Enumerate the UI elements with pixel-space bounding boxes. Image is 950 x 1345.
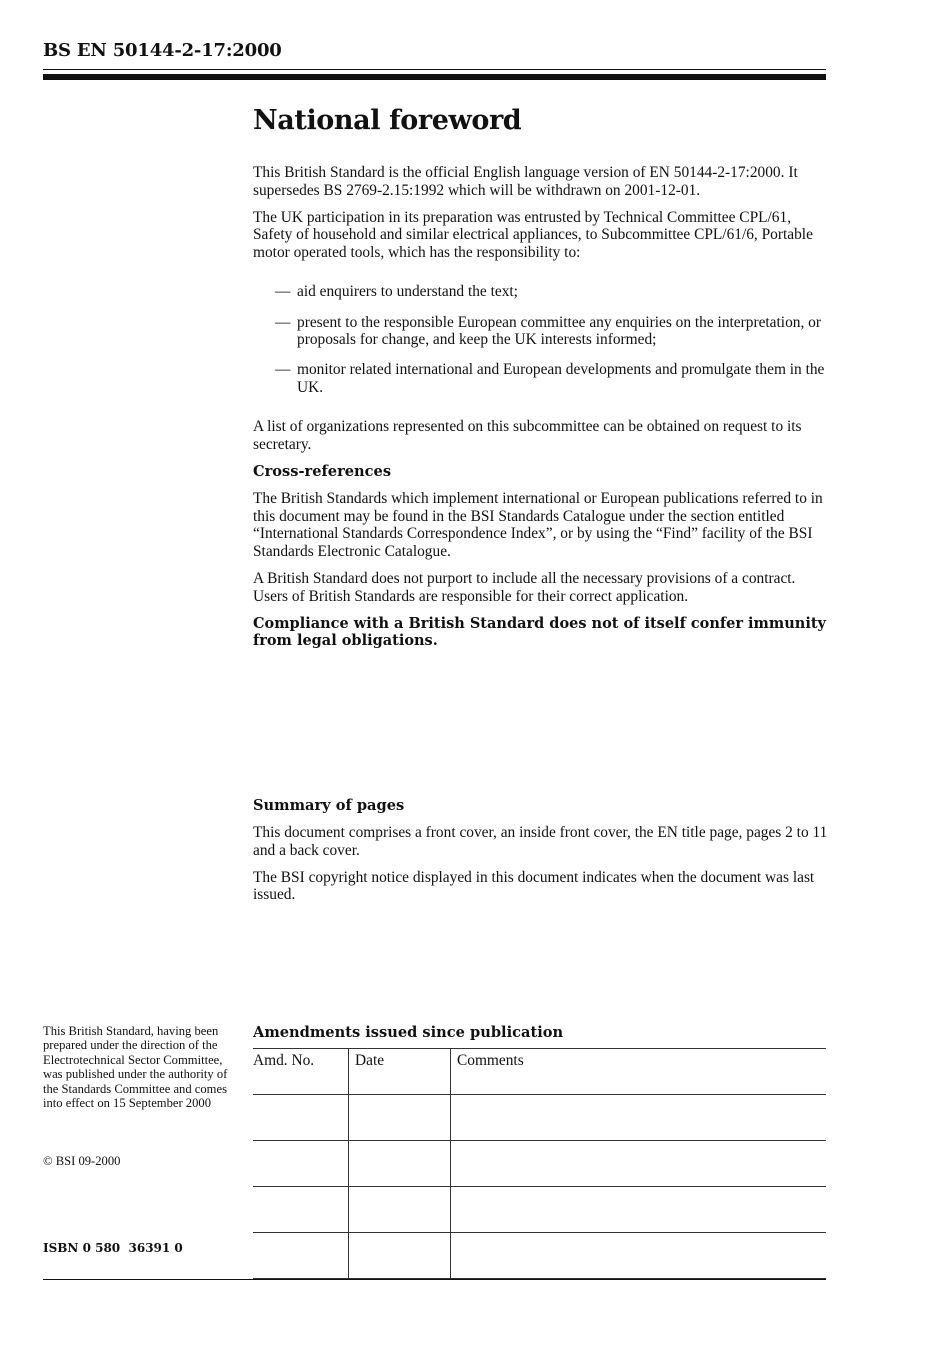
footer-rule — [43, 1279, 826, 1280]
list-item-text: aid enquirers to understand the text; — [297, 283, 518, 301]
column-header-comments: Comments — [451, 1049, 827, 1095]
summary-paragraph-1: This document comprises a front cover, an inside front cover, the EN title page, pages 2 to 11 and a back cover. — [253, 824, 828, 859]
dash-bullet: — — [275, 283, 291, 301]
table-cell — [349, 1095, 451, 1141]
copyright-notice: © BSI 09-2000 — [43, 1154, 121, 1168]
summary-heading: Summary of pages — [253, 797, 405, 814]
publication-note: This British Standard, having been prepared under the direction of the Electrotechnical Sector Committee, was published under the authority of the Standards Committee and comes into effect on 15 September 2000 — [43, 1024, 228, 1111]
header-thick-rule — [43, 74, 826, 80]
table-cell — [349, 1233, 451, 1279]
table-row — [253, 1095, 826, 1141]
document-id: BS EN 50144-2-17:2000 — [43, 40, 282, 61]
column-header-date: Date — [349, 1049, 451, 1095]
table-row — [253, 1187, 826, 1233]
publication-sidebar — [43, 1024, 238, 1255]
intro-paragraph-2: The UK participation in its preparation was entrusted by Technical Committee CPL/61, Safety of household and similar electrical appliances, to Subcommittee CPL/61/6, Portable motor operated tools, which has the responsibility to: — [253, 208, 813, 261]
table-cell — [451, 1141, 827, 1187]
summary-section — [253, 797, 828, 913]
main-content — [253, 104, 828, 659]
summary-paragraph-2: The BSI copyright notice displayed in this document indicates when the document was last issued. — [253, 868, 815, 904]
list-item — [275, 283, 828, 301]
table-cell — [349, 1187, 451, 1233]
table-cell — [349, 1141, 451, 1187]
amendments-table — [253, 1048, 826, 1279]
table-cell — [451, 1095, 827, 1141]
list-item — [275, 361, 828, 396]
responsibility-list — [275, 283, 828, 396]
cross-references-paragraph-1: The British Standards which implement international or European publications referred to in this document may be found in the BSI Standards Catalogue under the section entitled “International Standards Correspondence Index”, or by using the “Find” facility of the BSI Standards Electronic Catalogue. — [253, 490, 823, 560]
dash-bullet: — — [275, 361, 291, 379]
list-item-text: present to the responsible European committee any enquiries on the interpretation, or proposals for change, and keep the UK interests informed; — [297, 313, 821, 349]
table-cell — [253, 1187, 349, 1233]
header-thin-rule — [43, 69, 826, 70]
table-cell — [451, 1233, 827, 1279]
isbn: ISBN 0 580 36391 0 — [43, 1241, 183, 1255]
organizations-paragraph: A list of organizations represented on this subcommittee can be obtained on request to its secretary. — [253, 418, 802, 454]
table-cell — [253, 1141, 349, 1187]
intro-paragraph-1: This British Standard is the official English language version of EN 50144-2-17:2000. It supersedes BS 2769-2.15:1992 which will be withdrawn on 2001-12-01. — [253, 164, 798, 199]
table-cell — [253, 1233, 349, 1279]
compliance-statement: Compliance with a British Standard does not of itself confer immunity from legal obligations. — [253, 614, 826, 650]
table-row — [253, 1141, 826, 1187]
list-item — [275, 314, 828, 349]
column-header-amd-no: Amd. No. — [253, 1049, 349, 1095]
dash-bullet: — — [275, 313, 291, 331]
table-cell — [253, 1095, 349, 1141]
cross-references-paragraph-2: A British Standard does not purport to include all the necessary provisions of a contract. Users of British Standards are responsible for their correct application. — [253, 570, 796, 605]
table-row — [253, 1233, 826, 1279]
table-cell — [451, 1187, 827, 1233]
cross-references-heading: Cross-references — [253, 463, 392, 481]
table-header-row — [253, 1049, 826, 1095]
list-item-text: monitor related international and European developments and promulgate them in the UK. — [297, 361, 825, 396]
amendments-title: Amendments issued since publication — [253, 1024, 564, 1041]
page-title: National foreword — [253, 105, 522, 136]
